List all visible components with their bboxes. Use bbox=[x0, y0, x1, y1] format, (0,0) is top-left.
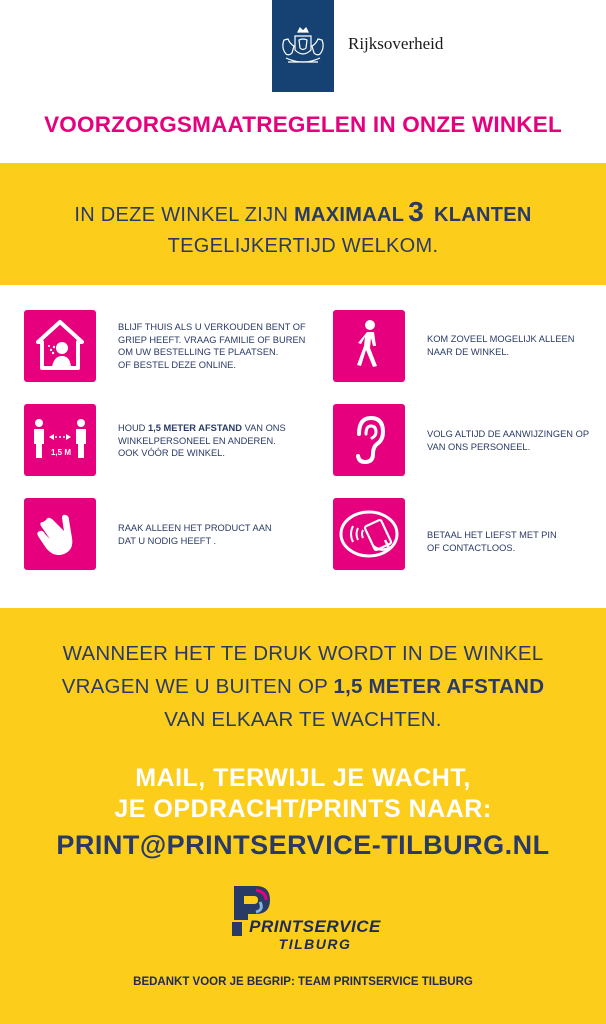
waiting-banner bbox=[0, 608, 606, 1024]
capacity-pre: IN DEZE WINKEL ZIJN bbox=[74, 204, 295, 226]
house-sick-icon bbox=[24, 310, 96, 382]
rule-line: OF CONTACTLOOS. bbox=[427, 542, 516, 553]
rule-keep-distance bbox=[118, 422, 286, 460]
house-sick-tile bbox=[24, 310, 96, 382]
thank-you-note: BEDANKT VOOR JE BEGRIP: TEAM PRINTSERVICE TILBURG bbox=[133, 976, 473, 988]
brand-name: PRINTSERVICE bbox=[249, 917, 381, 936]
rule-line: WINKELPERSONEEL EN ANDEREN. bbox=[118, 435, 276, 446]
capacity-line-2: TEGELIJKERTIJD WELKOM. bbox=[167, 235, 439, 257]
government-logo bbox=[272, 0, 334, 92]
mail-line-2: JE OPDRACHT/PRINTS NAAR: bbox=[114, 795, 492, 823]
walking-tile bbox=[333, 310, 405, 382]
government-name: Rijksoverheid bbox=[348, 34, 444, 53]
rule-touch-only bbox=[118, 522, 272, 547]
crowd-line-3: VAN ELKAAR TE WACHTEN. bbox=[164, 708, 442, 731]
rule-line: OOK VÓÓR DE WINKEL. bbox=[118, 448, 225, 458]
email-address[interactable]: PRINT@PRINTSERVICE-TILBURG.NL bbox=[56, 830, 550, 860]
rule-line: NAAR DE WINKEL. bbox=[427, 346, 510, 357]
crowd-bold: 1,5 METER AFSTAND bbox=[333, 675, 545, 698]
rule-line: OF BESTEL DEZE ONLINE. bbox=[118, 359, 236, 370]
rule-line: VOLG ALTIJD DE AANWIJZINGEN OP bbox=[427, 429, 590, 439]
crowd-line-2 bbox=[0, 675, 606, 699]
distance-label: 1,5 M bbox=[50, 448, 71, 457]
rule-line: VAN ONS PERSONEEL. bbox=[427, 441, 531, 452]
rule-text-pre: HOUD bbox=[118, 423, 148, 433]
capacity-banner bbox=[0, 163, 606, 285]
rule-stay-home bbox=[118, 321, 306, 371]
distance-icon bbox=[24, 404, 96, 476]
hand-icon bbox=[24, 498, 96, 570]
rule-line bbox=[118, 422, 286, 435]
ear-tile bbox=[333, 404, 405, 476]
mail-line-1: MAIL, TERWIJL JE WACHT, bbox=[135, 764, 471, 792]
brand-city: TILBURG bbox=[278, 936, 352, 952]
coat-of-arms-icon bbox=[278, 26, 328, 70]
hand-tile bbox=[24, 498, 96, 570]
contactless-pay-icon bbox=[333, 498, 405, 570]
ear-icon bbox=[333, 404, 405, 476]
rule-pay-contactless bbox=[427, 529, 557, 554]
rule-line: BETAAL HET LIEFST MET PIN bbox=[427, 530, 557, 540]
rule-line: KOM ZOVEEL MOGELIJK ALLEEN bbox=[427, 334, 575, 344]
capacity-number: 3 bbox=[408, 196, 425, 227]
distance-tile bbox=[24, 404, 96, 476]
page-title: VOORZORGSMAATREGELEN IN ONZE WINKEL bbox=[44, 112, 562, 137]
crowd-line-1: WANNEER HET TE DRUK WORDT IN DE WINKEL bbox=[62, 642, 544, 665]
walking-person-icon bbox=[333, 310, 405, 382]
rule-line: GRIEP HEEFT. VRAAG FAMILIE OF BUREN bbox=[118, 334, 306, 345]
rule-follow-staff bbox=[427, 428, 589, 453]
rule-line: RAAK ALLEEN HET PRODUCT AAN bbox=[118, 523, 272, 533]
crowd-pre: VRAGEN WE U BUITEN OP bbox=[61, 675, 334, 698]
capacity-unit: KLANTEN bbox=[433, 204, 532, 226]
capacity-line-1 bbox=[0, 196, 606, 228]
rule-line: BLIJF THUIS ALS U VERKOUDEN BENT OF bbox=[118, 322, 306, 332]
capacity-max: MAXIMAAL bbox=[294, 204, 405, 226]
rule-line: DAT U NODIG HEEFT . bbox=[118, 535, 217, 546]
rule-text-post: VAN ONS bbox=[241, 423, 286, 433]
rule-text-bold: 1,5 METER AFSTAND bbox=[147, 423, 242, 433]
rule-line: OM UW BESTELLING TE PLAATSEN. bbox=[118, 347, 279, 357]
rule-come-alone bbox=[427, 333, 574, 358]
contactless-tile bbox=[333, 498, 405, 570]
